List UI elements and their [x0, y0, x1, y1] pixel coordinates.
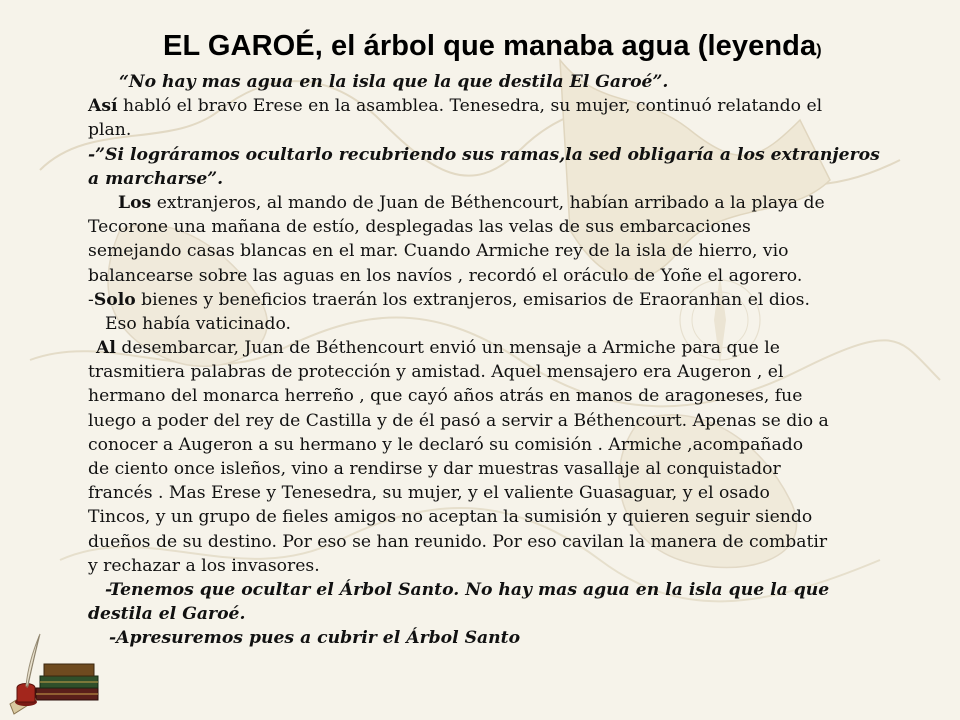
dialogue-dash: -	[109, 628, 117, 649]
text-line-3	[88, 118, 898, 142]
line-text: Tenemos que ocultar el Árbol Santo. No hay mas agua en la isla que la que	[109, 579, 830, 600]
line-text: Tecorone una mañana de estío, desplegadas las velas de sus embarcaciones	[88, 217, 751, 238]
text-line-5	[88, 167, 898, 191]
lead-word: Los	[118, 192, 152, 213]
text-line-15	[88, 409, 898, 433]
page-title	[163, 30, 923, 63]
text-line-4	[88, 143, 898, 167]
quote-close: ”.	[652, 72, 669, 92]
title-close-paren: )	[816, 42, 822, 59]
text-line-8	[88, 239, 898, 263]
quote-open: “	[119, 72, 129, 92]
text-line-2	[88, 94, 898, 118]
text-line-10	[88, 288, 898, 312]
lead-word: Solo	[93, 289, 136, 310]
line-text: conocer a Augeron a su hermano y le declaró su comisión . Armiche ,acompañado	[88, 434, 804, 455]
text-line-9	[88, 264, 898, 288]
text-line-11	[88, 312, 898, 336]
line-text: desembarcar, Juan de Béthencourt envió un mensaje a Armiche para que le	[115, 338, 780, 359]
text-line-12	[88, 336, 898, 360]
lead-word: Al	[96, 338, 116, 359]
text-line-17	[88, 457, 898, 481]
line-text: trasmitiera palabras de protección y amistad. Aquel mensajero era Augeron , el	[88, 362, 784, 383]
text-line-21	[88, 554, 898, 578]
inkwell-quill-books-icon	[6, 630, 116, 716]
line-text: Eso había vaticinado.	[105, 313, 292, 334]
text-line-18	[88, 481, 898, 505]
text-line-20	[88, 530, 898, 554]
line-text: Apresuremos pues a cubrir el Árbol Santo	[116, 628, 521, 649]
lead-word: Así	[88, 96, 118, 117]
line-text: luego a poder del rey de Castilla y de él pasó a servir a Béthencourt. Apenas se dio a	[88, 410, 829, 431]
text-line-13	[88, 360, 898, 384]
line-text: plan.	[88, 120, 132, 141]
text-line-6	[88, 191, 898, 215]
line-text: y rechazar a los invasores.	[88, 555, 320, 576]
quote-text: No hay mas agua en la isla que la que destila El Garoé	[128, 72, 653, 92]
line-text: dueños de su destino. Por eso se han reunido. Por eso cavilan la manera de combatir	[88, 531, 828, 552]
text-line-24	[88, 626, 898, 650]
line-text: hermano del monarca herreño , que cayó años atrás en manos de aragoneses, fue	[88, 386, 803, 407]
text-line-22	[88, 578, 898, 602]
line-text: Tincos, y un grupo de fieles amigos no aceptan la sumisión y quieren seguir siendo	[88, 507, 813, 528]
text-line-1	[88, 70, 898, 94]
line-text: francés . Mas Erese y Tenesedra, su mujer, y el valiente Guasaguar, y el osado	[88, 483, 770, 504]
title-text: EL GAROÉ, el árbol que manaba agua (leyenda	[163, 30, 817, 62]
line-text: Si lográramos ocultarlo recubriendo sus ramas,la sed obligaría a los extranjeros	[105, 144, 880, 165]
line-text: destila el Garoé.	[88, 604, 246, 625]
dialogue-dash: -	[105, 579, 110, 600]
line-text: de ciento once isleños, vino a rendirse y dar muestras vasallaje al conquistador	[88, 459, 781, 479]
line-text: extranjeros, al mando de Juan de Béthencourt, habían arribado a la playa de	[151, 192, 825, 213]
text-line-23	[88, 602, 898, 626]
text-line-19	[88, 505, 898, 529]
line-text: a marcharse	[88, 168, 208, 189]
text-line-14	[88, 384, 898, 408]
legend-text	[88, 70, 898, 651]
line-text: habló el bravo Erese en la asamblea. Tenesedra, su mujer, continuó relatando el	[117, 96, 823, 117]
line-text: semejando casas blancas en el mar. Cuando Armiche rey de la isla de hierro, vio	[88, 241, 789, 262]
dialogue-dash: -”	[88, 144, 106, 165]
text-line-16	[88, 433, 898, 457]
quote-close: ”.	[207, 168, 224, 189]
line-text: balancearse sobre las aguas en los navíos , recordó el oráculo de Yoñe el agorero.	[88, 265, 803, 286]
text-line-7	[88, 215, 898, 239]
line-text: bienes y beneficios traerán los extranjeros, emisarios de Eraoranhan el dios.	[135, 289, 810, 310]
dialogue-dash: -	[88, 289, 94, 310]
